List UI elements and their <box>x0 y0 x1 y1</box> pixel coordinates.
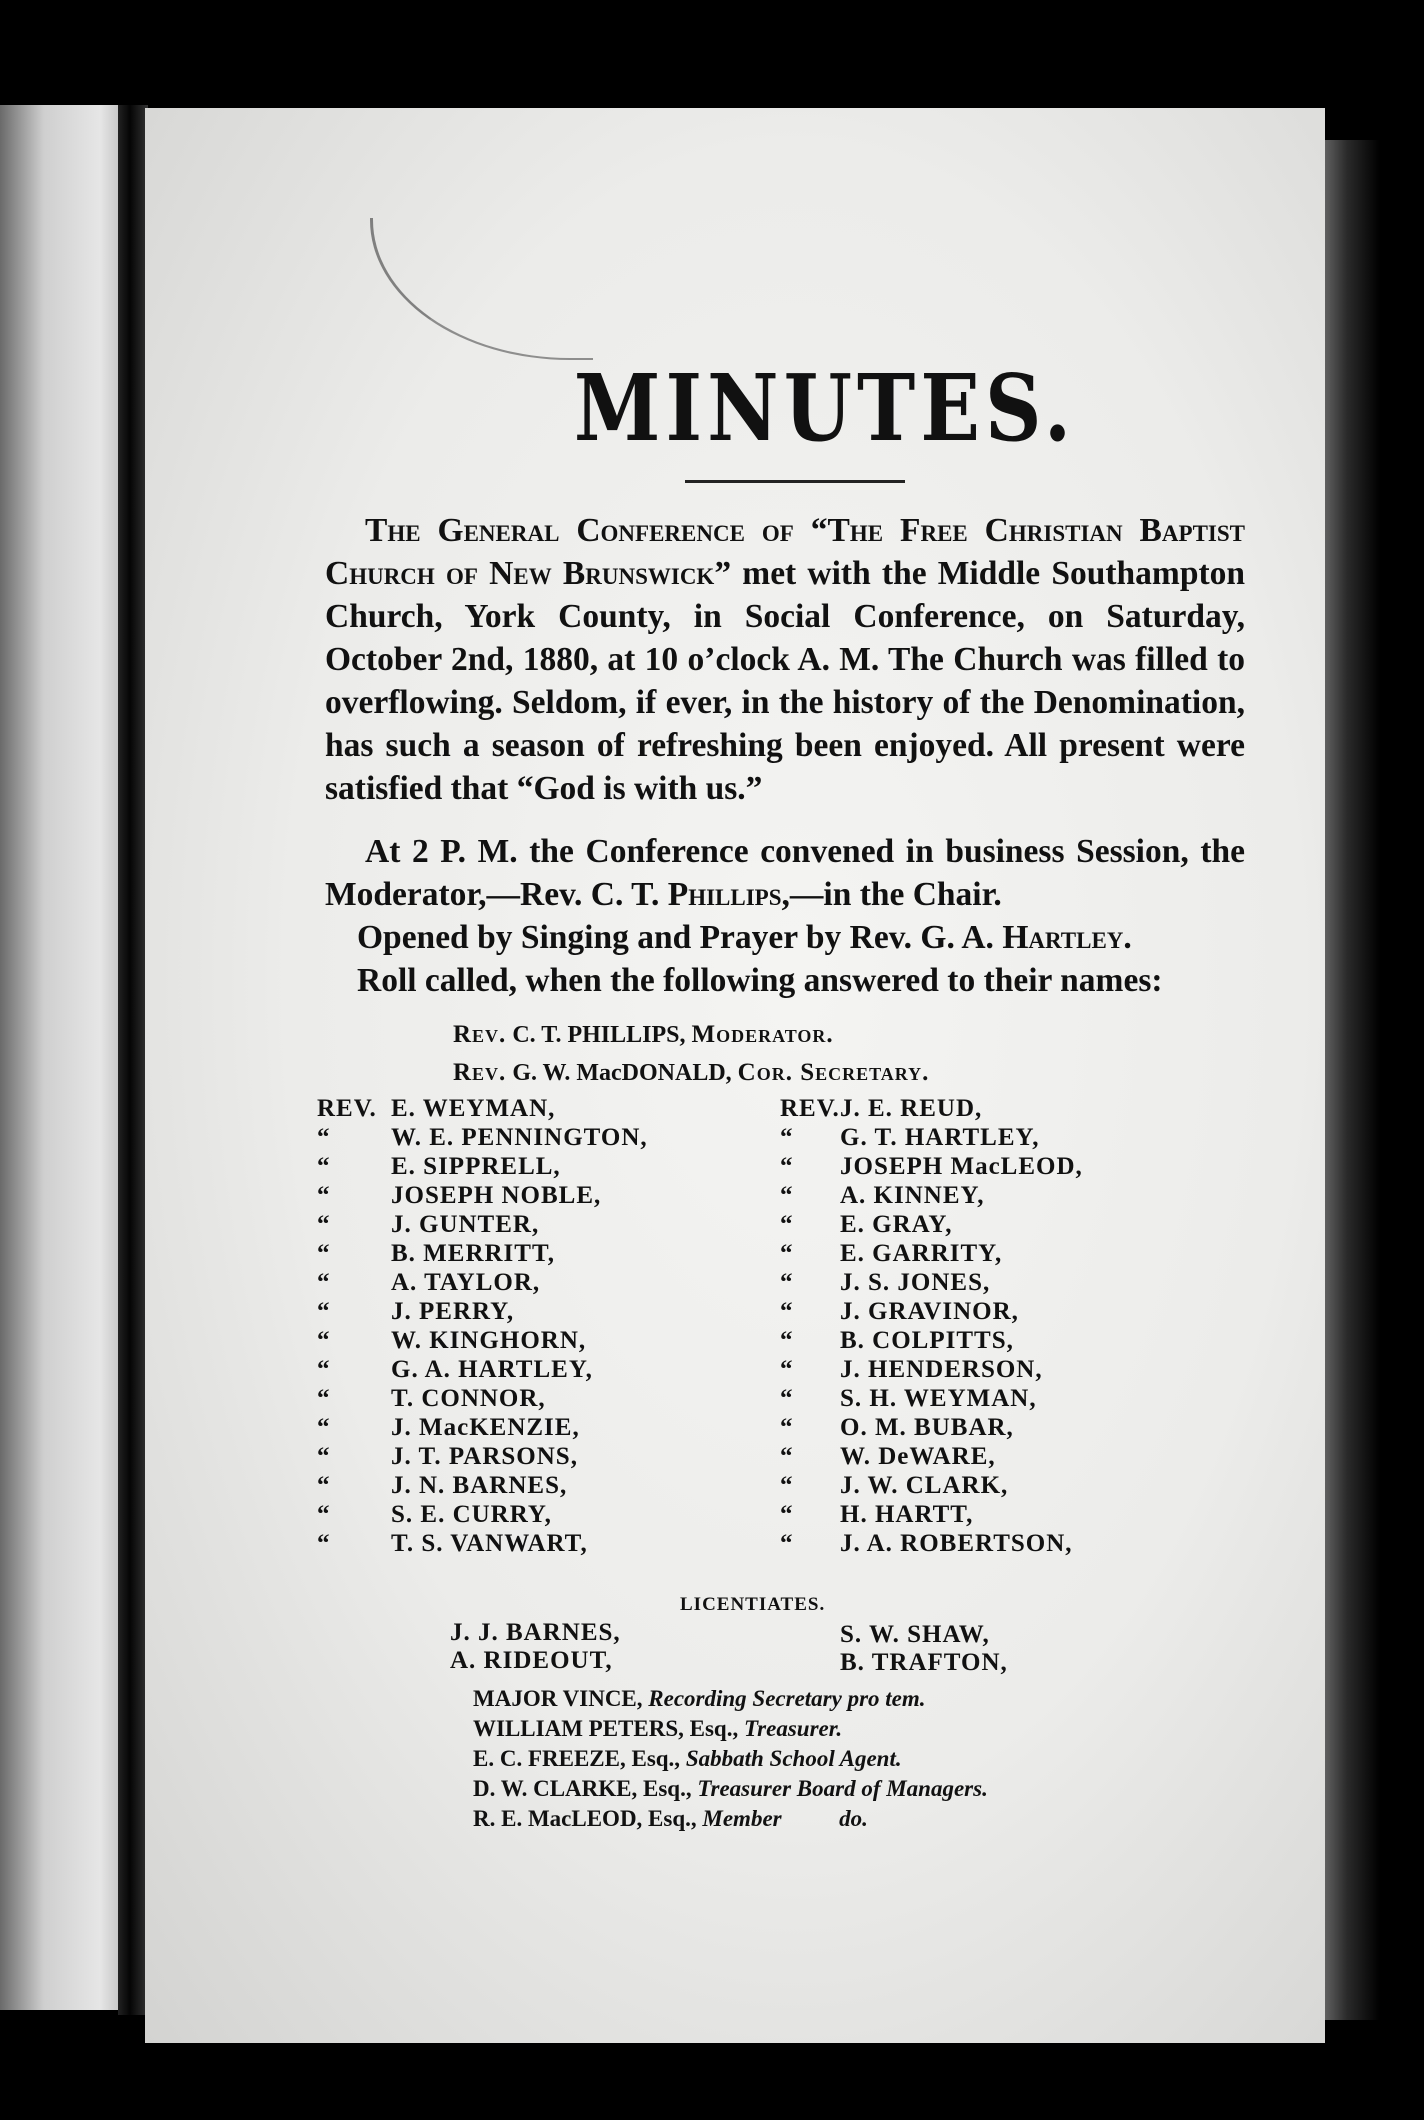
roll-prefix: “ <box>780 1153 794 1180</box>
roll-entry <box>317 1152 787 1181</box>
roll-entry <box>317 1210 787 1239</box>
roll-entry <box>317 1500 787 1529</box>
roll-line: Roll called, when the following answered to their names: <box>357 962 1163 999</box>
roll-prefix: “ <box>317 1269 331 1296</box>
title-rule <box>685 480 905 483</box>
roll-name: G. T. HARTLEY, <box>840 1124 1040 1151</box>
roll-name: T. S. VANWART, <box>391 1530 588 1557</box>
roll-name: B. COLPITTS, <box>840 1327 1014 1354</box>
roll-entry <box>317 1326 787 1355</box>
roll-name: J. GUNTER, <box>391 1211 540 1238</box>
official-role: Member do. <box>702 1806 868 1831</box>
roll-prefix: “ <box>317 1211 331 1238</box>
roll-name: J. W. CLARK, <box>840 1472 1009 1499</box>
roll-name: JOSEPH NOBLE, <box>391 1182 602 1209</box>
roll-prefix: “ <box>780 1269 794 1296</box>
official-row <box>473 1744 1245 1774</box>
licentiate-name: A. RIDEOUT, <box>450 1647 613 1674</box>
official-name: E. C. FREEZE, Esq., <box>473 1746 686 1771</box>
roll-prefix: “ <box>317 1124 331 1151</box>
roll-name: J. A. ROBERTSON, <box>840 1530 1073 1557</box>
roll-name: J. MacKENZIE, <box>391 1414 580 1441</box>
roll-name: J. GRAVINOR, <box>840 1298 1019 1325</box>
roll-entry <box>780 1529 1200 1558</box>
roll-prefix: “ <box>780 1211 794 1238</box>
roll-call-list <box>317 1094 1245 1584</box>
officer-row <box>453 1054 1245 1092</box>
roll-prefix: REV. <box>317 1095 377 1122</box>
roll-prefix: “ <box>317 1443 331 1470</box>
official-name: R. E. MacLEOD, Esq., <box>473 1806 703 1831</box>
page-title: MINUTES. <box>573 354 1077 462</box>
roll-prefix: “ <box>780 1501 794 1528</box>
roll-entry <box>780 1500 1200 1529</box>
session-text-2: ,—in the Chair. <box>781 876 1002 913</box>
official-name: MAJOR VINCE, <box>473 1686 649 1711</box>
officials-list <box>473 1684 1245 1834</box>
roll-name: E. GARRITY, <box>840 1240 1003 1267</box>
roll-entry <box>780 1210 1200 1239</box>
roll-entry <box>317 1268 787 1297</box>
roll-entry <box>780 1384 1200 1413</box>
roll-prefix: “ <box>317 1153 331 1180</box>
roll-prefix: “ <box>780 1472 794 1499</box>
opening-name: Hartley <box>1002 919 1124 956</box>
roll-prefix: “ <box>780 1182 794 1209</box>
roll-prefix: “ <box>317 1182 331 1209</box>
opening-line <box>325 916 1245 959</box>
official-role: Recording Secretary pro tem. <box>648 1686 926 1711</box>
roll-entry <box>317 1355 787 1384</box>
roll-prefix: “ <box>780 1414 794 1441</box>
official-name: WILLIAM PETERS, Esq., <box>473 1716 744 1741</box>
roll-name: O. M. BUBAR, <box>840 1414 1014 1441</box>
roll-name: S. H. WEYMAN, <box>840 1385 1037 1412</box>
roll-name: A. TAYLOR, <box>391 1269 541 1296</box>
roll-entry <box>780 1239 1200 1268</box>
roll-name: J. PERRY, <box>391 1298 515 1325</box>
officer-prefix: Rev. <box>453 1021 507 1048</box>
roll-name: J. N. BARNES, <box>391 1472 568 1499</box>
licentiates-heading: LICENTIATES. <box>680 1594 826 1615</box>
roll-prefix: “ <box>317 1240 331 1267</box>
official-role: Sabbath School Agent. <box>685 1746 902 1771</box>
roll-entry <box>317 1297 787 1326</box>
roll-prefix: “ <box>780 1356 794 1383</box>
roll-prefix: “ <box>317 1472 331 1499</box>
officer-row <box>453 1016 1245 1054</box>
roll-prefix: “ <box>780 1298 794 1325</box>
facing-page-edge <box>0 105 125 2010</box>
roll-column-right <box>780 1094 1200 1558</box>
roll-name: J. HENDERSON, <box>840 1356 1043 1383</box>
roll-name: S. E. CURRY, <box>391 1501 552 1528</box>
official-name: D. W. CLARKE, Esq., <box>473 1776 698 1801</box>
roll-name: E. GRAY, <box>840 1211 953 1238</box>
roll-prefix: REV. <box>780 1095 840 1122</box>
book-gutter <box>118 105 148 2015</box>
roll-prefix: “ <box>317 1385 331 1412</box>
licentiate-name: J. J. BARNES, <box>450 1619 621 1646</box>
roll-entry <box>780 1326 1200 1355</box>
roll-entry <box>780 1413 1200 1442</box>
roll-prefix: “ <box>317 1356 331 1383</box>
roll-entry <box>317 1384 787 1413</box>
roll-prefix: “ <box>317 1414 331 1441</box>
roll-prefix: “ <box>317 1327 331 1354</box>
roll-prefix: “ <box>780 1327 794 1354</box>
roll-name: J. E. REUD, <box>840 1095 983 1122</box>
roll-name: JOSEPH MacLEOD, <box>840 1153 1083 1180</box>
roll-name: A. KINNEY, <box>840 1182 985 1209</box>
roll-entry <box>317 1471 787 1500</box>
roll-entry <box>780 1268 1200 1297</box>
roll-name: J. T. PARSONS, <box>391 1443 578 1470</box>
document-page <box>145 108 1325 2043</box>
roll-entry <box>317 1442 787 1471</box>
roll-prefix: “ <box>780 1385 794 1412</box>
officer-prefix: Rev. <box>453 1059 507 1086</box>
session-name: Phillips <box>667 876 782 913</box>
opening-text-2: . <box>1123 919 1132 956</box>
licentiate-name: S. W. SHAW, <box>840 1621 990 1648</box>
official-row <box>473 1714 1245 1744</box>
official-row <box>473 1774 1245 1804</box>
roll-prefix: “ <box>780 1443 794 1470</box>
official-role: Treasurer Board of Managers. <box>697 1776 988 1801</box>
roll-entry <box>780 1471 1200 1500</box>
licentiate-name: B. TRAFTON, <box>840 1649 1008 1676</box>
roll-entry <box>780 1442 1200 1471</box>
roll-entry <box>317 1529 787 1558</box>
page-content <box>317 354 1245 1834</box>
official-row <box>473 1804 1245 1834</box>
officers-block <box>453 1016 1245 1092</box>
roll-name: W. DeWARE, <box>840 1443 996 1470</box>
roll-entry <box>317 1094 787 1123</box>
roll-name: W. E. PENNINGTON, <box>391 1124 648 1151</box>
session-text-1: At 2 P. M. the Conference convened in business Session, the Moderator,—Rev. C. T. <box>325 833 1245 913</box>
roll-name: J. S. JONES, <box>840 1269 991 1296</box>
roll-entry <box>780 1181 1200 1210</box>
roll-entry <box>780 1123 1200 1152</box>
session-paragraph <box>325 830 1245 916</box>
intro-paragraph <box>325 509 1245 810</box>
roll-prefix: “ <box>317 1530 331 1557</box>
roll-entry <box>780 1297 1200 1326</box>
page-corner-crease <box>370 218 593 360</box>
roll-name: W. KINGHORN, <box>391 1327 587 1354</box>
roll-prefix: “ <box>780 1124 794 1151</box>
roll-name: T. CONNOR, <box>391 1385 546 1412</box>
roll-entry <box>317 1239 787 1268</box>
roll-entry <box>780 1152 1200 1181</box>
roll-entry <box>317 1413 787 1442</box>
roll-prefix: “ <box>317 1298 331 1325</box>
official-row <box>473 1684 1245 1714</box>
roll-name: E. WEYMAN, <box>391 1095 556 1122</box>
official-role: Treasurer. <box>743 1716 843 1741</box>
roll-entry <box>317 1181 787 1210</box>
roll-name: E. SIPPRELL, <box>391 1153 561 1180</box>
licentiates-list <box>325 1618 1245 1678</box>
officer-name: G. W. MacDONALD, <box>512 1060 732 1086</box>
officer-role: Cor. Secretary. <box>737 1059 930 1086</box>
roll-prefix: “ <box>780 1530 794 1557</box>
roll-prefix: “ <box>317 1501 331 1528</box>
roll-entry <box>780 1094 1200 1123</box>
roll-column-left <box>317 1094 787 1558</box>
roll-entry <box>780 1355 1200 1384</box>
roll-name: G. A. HARTLEY, <box>391 1356 593 1383</box>
roll-name: B. MERRITT, <box>391 1240 556 1267</box>
intro-body: met with the Middle Southampton Church, York County, in Social Conference, on Saturday, October 2nd, 1880, at 10 o’clock A. M. The Church was filled to overflowing. Seldom, if ever, in the history of the Denomination, has such a season of refreshing been enjoyed. All present were satisfied that “God is with us.” <box>325 555 1245 807</box>
intro-lead: The General Conference of “The Free Christian Baptist Church of New Brunswick” <box>325 512 1245 592</box>
roll-name: H. HARTT, <box>840 1501 974 1528</box>
officer-name: C. T. PHILLIPS, <box>512 1022 686 1048</box>
roll-prefix: “ <box>780 1240 794 1267</box>
officer-role: Moderator. <box>691 1021 834 1048</box>
roll-entry <box>317 1123 787 1152</box>
opening-text-1: Opened by Singing and Prayer by Rev. G. A. <box>357 919 1003 956</box>
